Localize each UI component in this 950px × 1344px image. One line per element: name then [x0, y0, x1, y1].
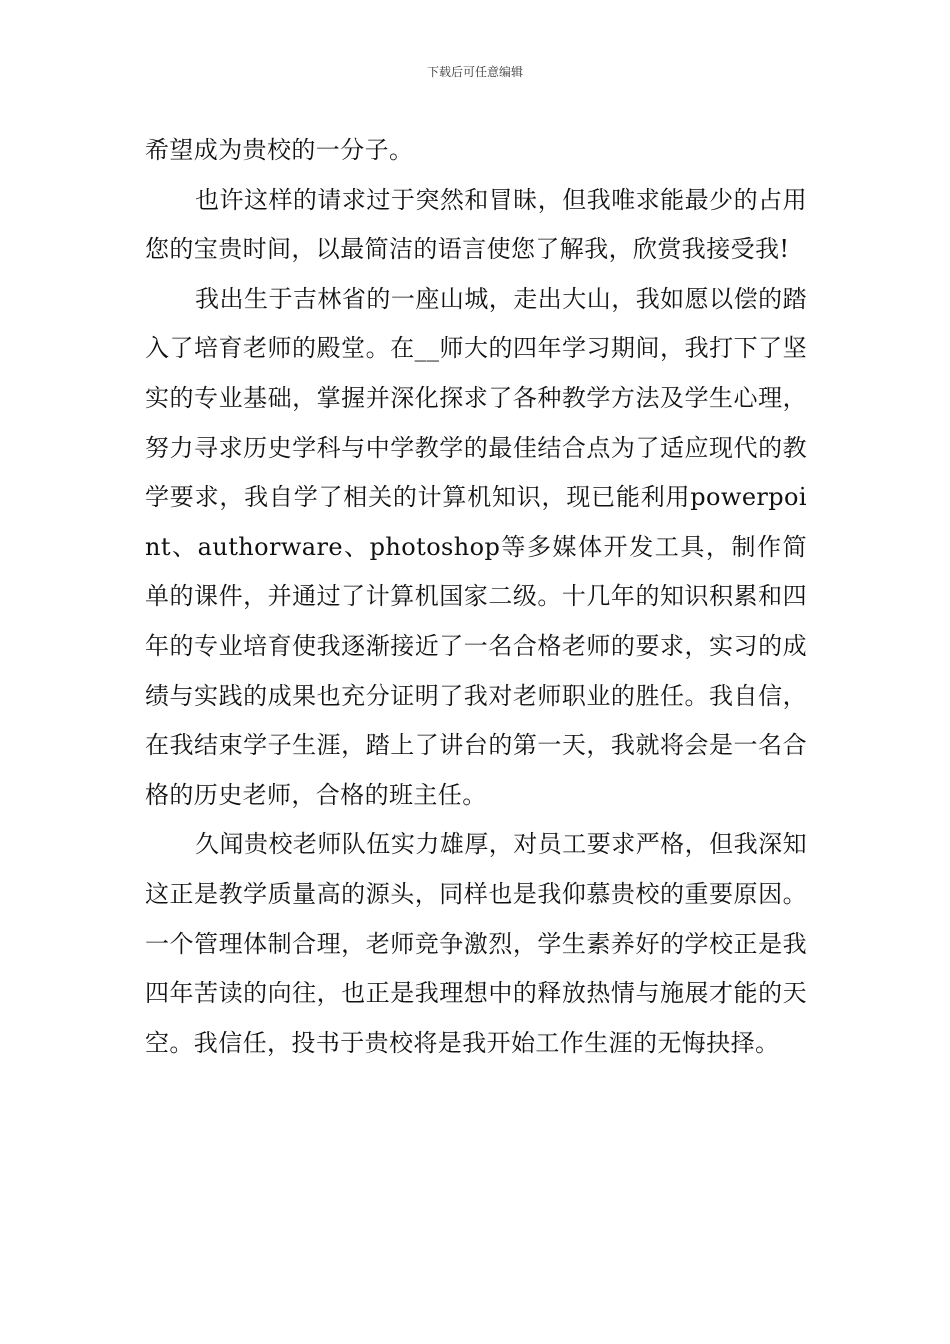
paragraph-1: 希望成为贵校的一分子。: [145, 136, 414, 164]
paragraph-4: 久闻贵校老师队伍实力雄厚，对员工要求严格，但我深知这正是教学质量高的源头，同样也是我仰慕贵校的重要原因。一个管理体制合理，老师竞争激烈，学生素养好的学校正是我四年苦读的向往，也正是我理想中的释放热情与施展才能的天空。我信任，投书于贵校将是我开始工作生涯的无悔抉择。: [145, 830, 807, 1057]
letter-body: [145, 126, 807, 1068]
page-header: 下载后可任意编辑: [426, 65, 523, 79]
paragraph-3: 我出生于吉林省的一座山城，走出大山，我如愿以偿的踏入了培育老师的殿堂。在__师大的四年学习期间，我打下了坚实的专业基础，掌握并深化探求了各种教学方法及学生心理，努力寻求历史学科与中学教学的最佳结合点为了适应现代的教学要求，我自学了相关的计算机知识，现已能利用powerpoint、authorware、photoshop等多媒体开发工具，制作简单的课件，并通过了计算机国家二级。十几年的知识积累和四年的专业培育使我逐渐接近了一名合格老师的要求，实习的成绩与实践的成果也充分证明了我对老师职业的胜任。我自信，在我结束学子生涯，踏上了讲台的第一天，我就将会是一名合格的历史老师，合格的班主任。: [145, 284, 807, 809]
paragraph-2: 也许这样的请求过于突然和冒昧，但我唯求能最少的占用您的宝贵时间，以最简洁的语言使您了解我，欣赏我接受我!: [145, 185, 807, 264]
